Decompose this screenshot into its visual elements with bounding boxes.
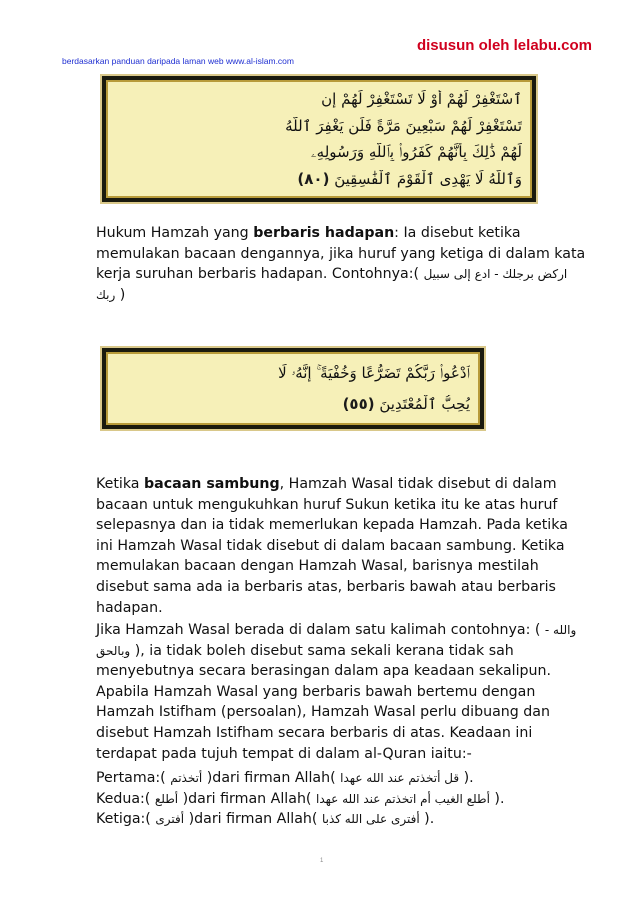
verse-text: وَٱللَّهُ لَا يَهْدِى ٱلْقَوْمَ ٱلْفَٰسِقِينَ	[334, 169, 522, 188]
verse-line: ٱدْعُوا۟ رَبَّكُمْ تَضَرُّعًا وَخُفْيَةً ۚ إِنَّهُۥ لَا	[278, 364, 470, 383]
arabic-example: اركض برجلك - ادع إلى سبيل ربك	[96, 267, 568, 302]
verse-line: لَهُمْ ذَٰلِكَ بِأَنَّهُمْ كَفَرُوا۟ بِٱللَّهِ وَرَسُولِهِۦ	[310, 143, 522, 162]
example-item: Ketiga:( أفترى )dari firman Allah( أفترى على الله كذبا ).	[96, 811, 435, 828]
quran-verse-image-2	[100, 346, 486, 431]
page-number: 1	[320, 858, 324, 864]
arabic-example: والله - وبالحق	[96, 623, 577, 658]
paragraph-hamzah-hadapan: Hukum Hamzah yang berbaris hadapan: Ia disebut ketika memulakan bacaan dengannya, jika huruf yang ketiga di dalam kata kerja suruhan berbaris hadapan. Contohnya:( اركض برجلك - ادع إلى سبيل ربك )	[96, 225, 586, 303]
author-credit: disusun oleh lelabu.com	[416, 37, 592, 54]
keyword-bacaan-sambung: bacaan sambung	[144, 476, 280, 492]
verse-text: يُحِبُّ ٱلْمُعْتَدِينَ	[379, 394, 470, 413]
verse-line	[116, 395, 470, 413]
verse-line: تَسْتَغْفِرْ لَهُمْ سَبْعِينَ مَرَّةً فَلَن يَغْفِرَ ٱللَّهُ	[285, 116, 522, 135]
verse-number: (٥٥)	[342, 394, 375, 413]
example-item: Kedua:( أطلع )dari firman Allah( أطلع الغيب أم اتخذتم عند الله عهدا ).	[96, 790, 505, 807]
keyword-berbaris-hadapan: berbaris hadapan	[253, 225, 395, 241]
verse-line: ٱسْتَغْفِرْ لَهُمْ أَوْ لَا تَسْتَغْفِرْ لَهُمْ إِن	[321, 90, 522, 109]
source-note: berdasarkan panduan daripada laman web www.al-islam.com	[62, 56, 294, 66]
example-item: Pertama:( أتخذتم )dari firman Allah( قل أتخذتم عند الله عهدا ).	[96, 770, 474, 786]
verse-number: (٨٠)	[297, 169, 330, 188]
verse-line	[116, 170, 522, 188]
examples-list	[96, 768, 586, 830]
paragraph-bacaan-sambung: Ketika bacaan sambung, Hamzah Wasal tidak disebut di dalam bacaan untuk mengukuhkan huruf Sukun ketika itu ke atas huruf selepasnya dan ia tidak memerlukan kepada Hamzah. Pada ketika ini Hamzah Wasal tidak disebut di dalam bacaan sambung. Ketika memulakan bacaan dengan Hamzah Wasal, barisnya mestilah disebut sama ada ia berbaris atas, berbaris bawah atau berbaris hadapan.	[96, 476, 568, 616]
paragraph-hamzah-istifham: Jika Hamzah Wasal berada di dalam satu kalimah contohnya: ( والله - وبالحق ), ia tidak boleh disebut sama sekali kerana tidak sah menyebutnya secara berasingan dalam apa keadaan sekalipun. Apabila Hamzah Wasal yang berbaris bawah bertemu dengan Hamzah Istifham (persoalan), Hamzah Wasal perlu dibuang dan disebut Hamzah Istifham secara berbaris di atas. Keadaan ini terdapat pada tujuh tempat di dalam al-Quran iaitu:-	[96, 622, 577, 762]
quran-verse-image-1	[100, 74, 538, 204]
